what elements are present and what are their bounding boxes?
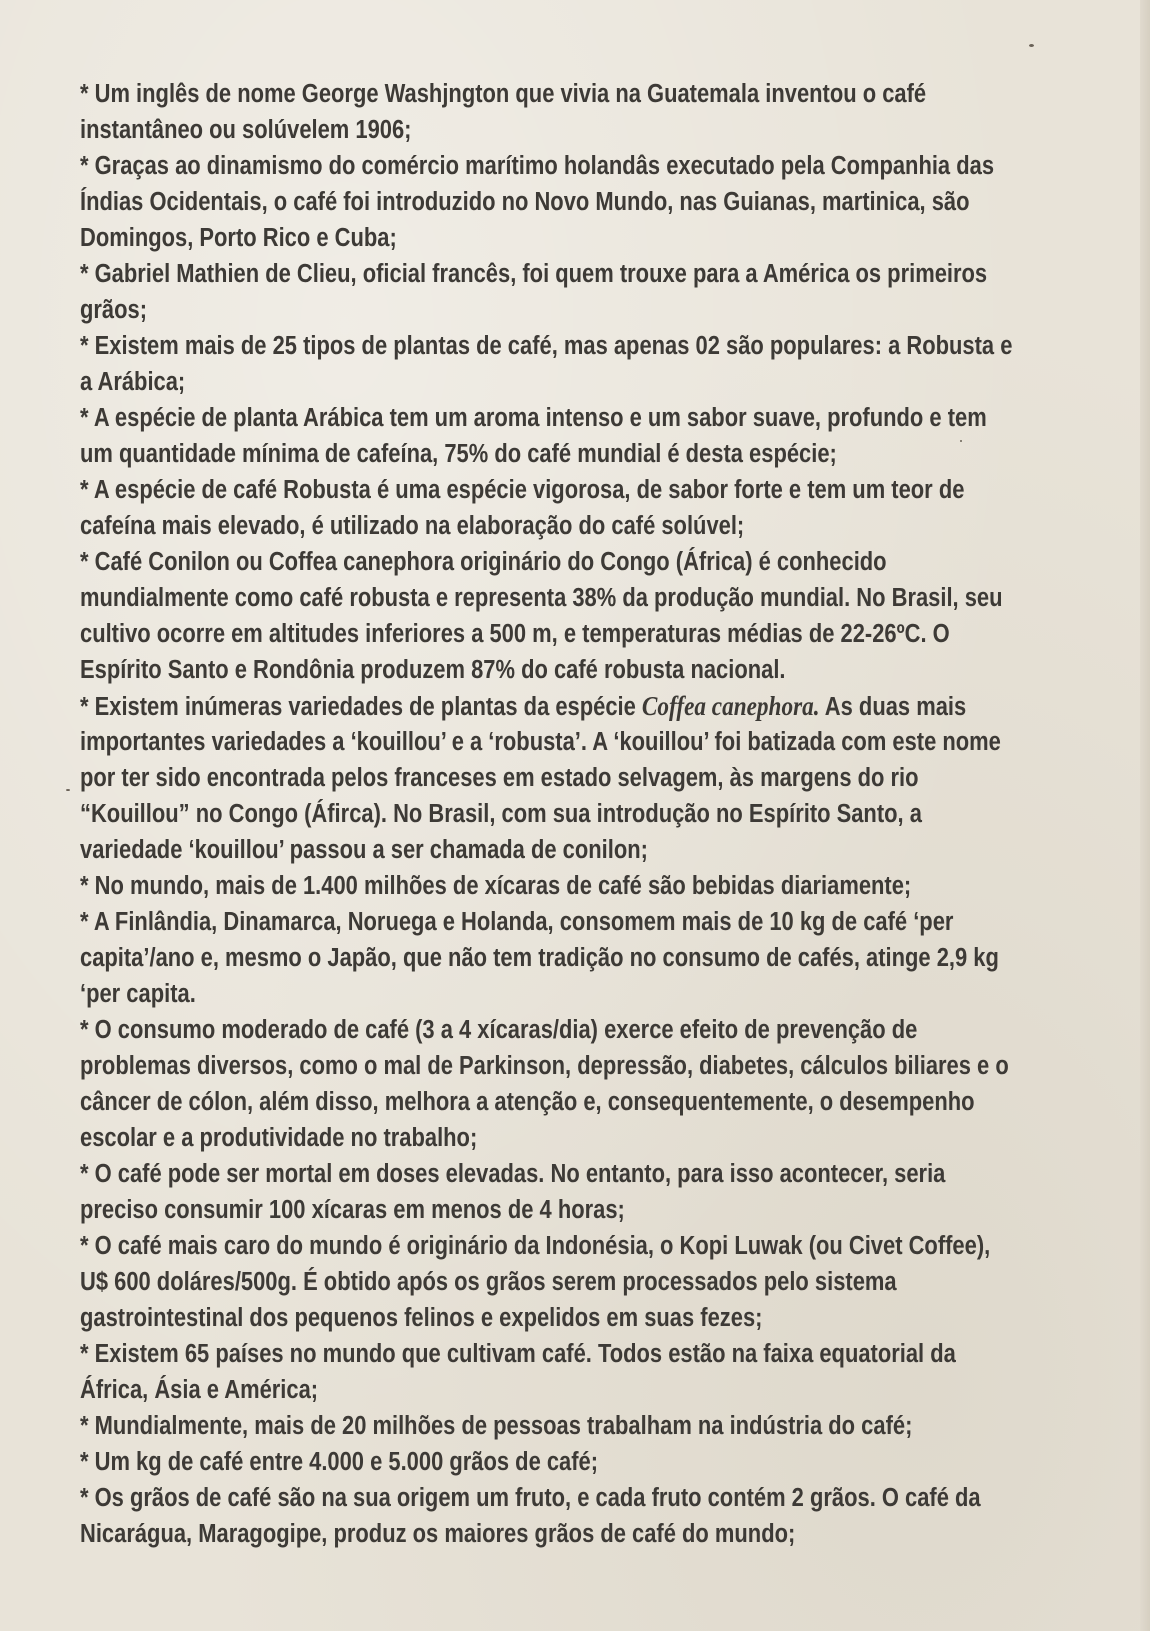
text-line: ‘per capita. bbox=[80, 980, 196, 1008]
text-line: por ter sido encontrada pelos franceses em estado selvagem, às margens do rio bbox=[80, 764, 919, 792]
text-line: * Café Conilon ou Coffea canephora originário do Congo (África) é conhecido bbox=[80, 548, 887, 576]
text-line: * A Finlândia, Dinamarca, Noruega e Holanda, consomem mais de 10 kg de café ‘per bbox=[80, 908, 954, 936]
text-line: * Um inglês de nome George Washjngton que vivia na Guatemala inventou o café bbox=[80, 80, 927, 108]
text-line: grãos; bbox=[80, 296, 148, 324]
text-line: instantâneo ou solúvelem 1906; bbox=[80, 116, 412, 144]
text-line: cultivo ocorre em altitudes inferiores a 500 m, e temperaturas médias de 22-26ºC. O bbox=[80, 620, 950, 648]
text-line: * Existem 65 países no mundo que cultivam café. Todos estão na faixa equatorial da bbox=[80, 1340, 956, 1368]
text-line: cafeína mais elevado, é utilizado na elaboração do café solúvel; bbox=[80, 512, 745, 540]
text-line: * A espécie de café Robusta é uma espécie vigorosa, de sabor forte e tem um teor de bbox=[80, 476, 965, 504]
text-line: variedade ‘kouillou’ passou a ser chamada de conilon; bbox=[80, 836, 648, 864]
text-line: * Graças ao dinamismo do comércio marítimo holandâs executado pela Companhia das bbox=[80, 152, 995, 180]
text-line: * No mundo, mais de 1.400 milhões de xícaras de café são bebidas diariamente; bbox=[80, 872, 912, 900]
text-line: gastrointestinal dos pequenos felinos e expelidos em suas fezes; bbox=[80, 1304, 763, 1332]
species-name: Coffea canephora. bbox=[641, 691, 820, 721]
text-line: * Gabriel Mathien de Clieu, oficial francês, foi quem trouxe para a América os primeiros bbox=[80, 260, 988, 288]
text-line: * Os grãos de café são na sua origem um fruto, e cada fruto contém 2 grãos. O café da bbox=[80, 1484, 981, 1512]
coffee-facts-text bbox=[80, 76, 1013, 1552]
text-line: Nicarágua, Maragogipe, produz os maiores grãos de café do mundo; bbox=[80, 1520, 796, 1548]
text-line: * Mundialmente, mais de 20 milhões de pessoas trabalham na indústria do café; bbox=[80, 1412, 913, 1440]
page-edge-shadow bbox=[1140, 0, 1150, 1631]
ink-speck bbox=[1029, 44, 1034, 47]
text-line: “Kouillou” no Congo (Áfirca). No Brasil, com sua introdução no Espírito Santo, a bbox=[80, 800, 922, 828]
text-line: câncer de cólon, além disso, melhora a atenção e, consequentemente, o desempenho bbox=[80, 1088, 975, 1116]
text-line: Domingos, Porto Rico e Cuba; bbox=[80, 224, 397, 252]
text-line: U$ 600 doláres/500g. É obtido após os grãos serem processados pelo sistema bbox=[80, 1268, 897, 1296]
text-line: * O consumo moderado de café (3 a 4 xícaras/dia) exerce efeito de prevenção de bbox=[80, 1016, 918, 1044]
text-line: problemas diversos, como o mal de Parkinson, depressão, diabetes, cálculos biliares e o bbox=[80, 1052, 1009, 1080]
text-line: escolar e a produtividade no trabalho; bbox=[80, 1124, 478, 1152]
text-line: África, Ásia e América; bbox=[80, 1376, 319, 1404]
text-line: Índias Ocidentais, o café foi introduzido no Novo Mundo, nas Guianas, martinica, são bbox=[80, 188, 970, 216]
text-line: * Um kg de café entre 4.000 e 5.000 grãos de café; bbox=[80, 1448, 599, 1476]
text-line: * O café pode ser mortal em doses elevadas. No entanto, para isso acontecer, seria bbox=[80, 1160, 946, 1188]
text-line: * A espécie de planta Arábica tem um aroma intenso e um sabor suave, profundo e tem bbox=[80, 404, 987, 432]
text-line: * O café mais caro do mundo é originário da Indonésia, o Kopi Luwak (ou Civet Coffee), bbox=[80, 1232, 991, 1260]
text-line: um quantidade mínima de cafeína, 75% do café mundial é desta espécie; bbox=[80, 440, 837, 468]
text-line: preciso consumir 100 xícaras em menos de 4 horas; bbox=[80, 1196, 625, 1224]
text-line-canephora bbox=[80, 688, 992, 724]
text-segment: * Existem inúmeras variedades de plantas da espécie bbox=[80, 693, 642, 721]
text-line: Espírito Santo e Rondônia produzem 87% do café robusta nacional. bbox=[80, 656, 786, 684]
ink-speck bbox=[66, 789, 70, 791]
text-line: * Existem mais de 25 tipos de plantas de café, mas apenas 02 são populares: a Robusta e bbox=[80, 332, 1013, 360]
text-segment: As duas mais bbox=[819, 693, 967, 721]
text-line: importantes variedades a ‘kouillou’ e a ‘robusta’. A ‘kouillou’ foi batizada com este nome bbox=[80, 728, 1001, 756]
text-line: a Arábica; bbox=[80, 368, 186, 396]
text-line: capita’/ano e, mesmo o Japão, que não tem tradição no consumo de cafés, atinge 2,9 kg bbox=[80, 944, 999, 972]
text-line: mundialmente como café robusta e representa 38% da produção mundial. No Brasil, seu bbox=[80, 584, 1003, 612]
